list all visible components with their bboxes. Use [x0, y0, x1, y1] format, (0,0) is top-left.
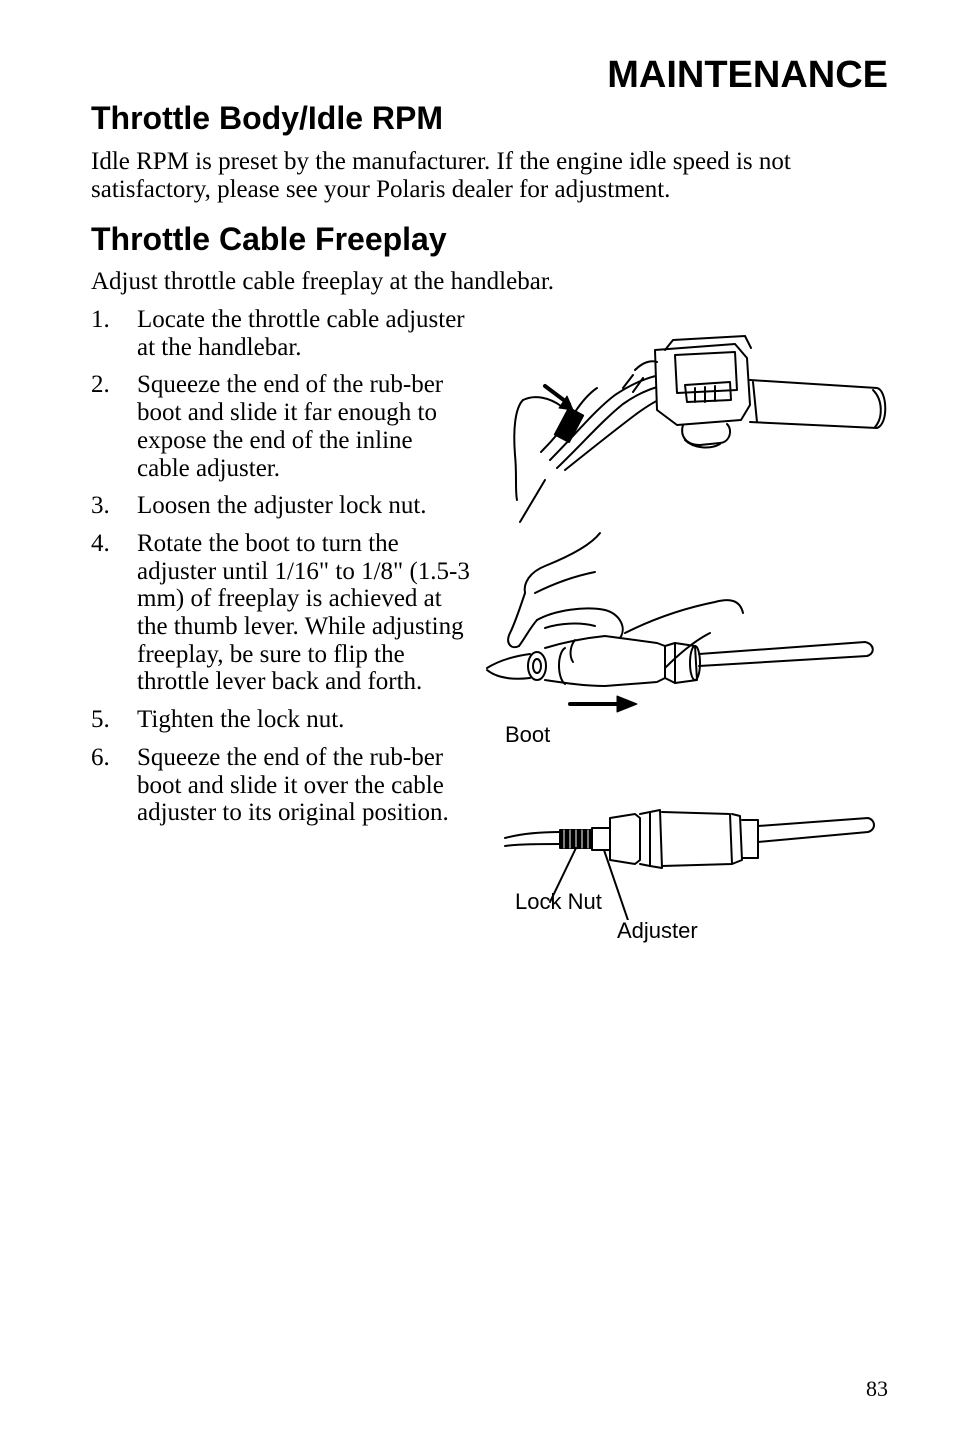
page-number: 83 [866, 1376, 888, 1401]
freeplay-steps [91, 306, 471, 837]
idle-rpm-heading: Throttle Body/Idle RPM [91, 100, 443, 136]
step-number: 2. [91, 371, 110, 399]
boot-label: Boot [505, 722, 551, 747]
step-number: 1. [91, 306, 110, 333]
step-item [91, 306, 471, 361]
step-item [91, 530, 471, 696]
section-header: MAINTENANCE [607, 54, 888, 96]
step-item [91, 492, 471, 520]
step-text: Squeeze the end of the rub-ber boot and slide it over the cable adjuster to its original position. [137, 743, 449, 827]
step-text: Rotate the boot to turn the adjuster until 1/16" to 1/8" (1.5-3 mm) of freeplay is achieved at the thumb lever. While adjusting freeplay, be sure to flip the throttle lever back and forth. [137, 529, 470, 696]
step-number: 6. [91, 743, 110, 771]
step-item [91, 744, 471, 827]
adjuster-label: Adjuster [617, 918, 698, 943]
handlebar-illustration [505, 330, 895, 530]
freeplay-intro: Adjust throttle cable freeplay at the handlebar. [91, 268, 555, 295]
step-number: 4. [91, 529, 110, 557]
boot-slide-illustration [485, 528, 885, 728]
step-item [91, 371, 471, 482]
idle-rpm-paragraph: Idle RPM is preset by the manufacturer. If the engine idle speed is not satisfactory, please see your Polaris dealer for adjustment. [91, 148, 791, 203]
step-text: Loosen the adjuster lock nut. [137, 492, 427, 520]
step-text: Tighten the lock nut. [137, 706, 345, 734]
step-item [91, 706, 471, 734]
freeplay-heading: Throttle Cable Freeplay [91, 221, 447, 257]
step-number: 3. [91, 492, 110, 520]
step-number: 5. [91, 706, 110, 734]
step-text: Squeeze the end of the rub-ber boot and slide it far enough to expose the end of the inline cable adjuster. [137, 371, 444, 482]
step-text: Locate the throttle cable adjuster at the handlebar. [137, 306, 465, 361]
lock-nut-label: Lock Nut [515, 889, 602, 914]
